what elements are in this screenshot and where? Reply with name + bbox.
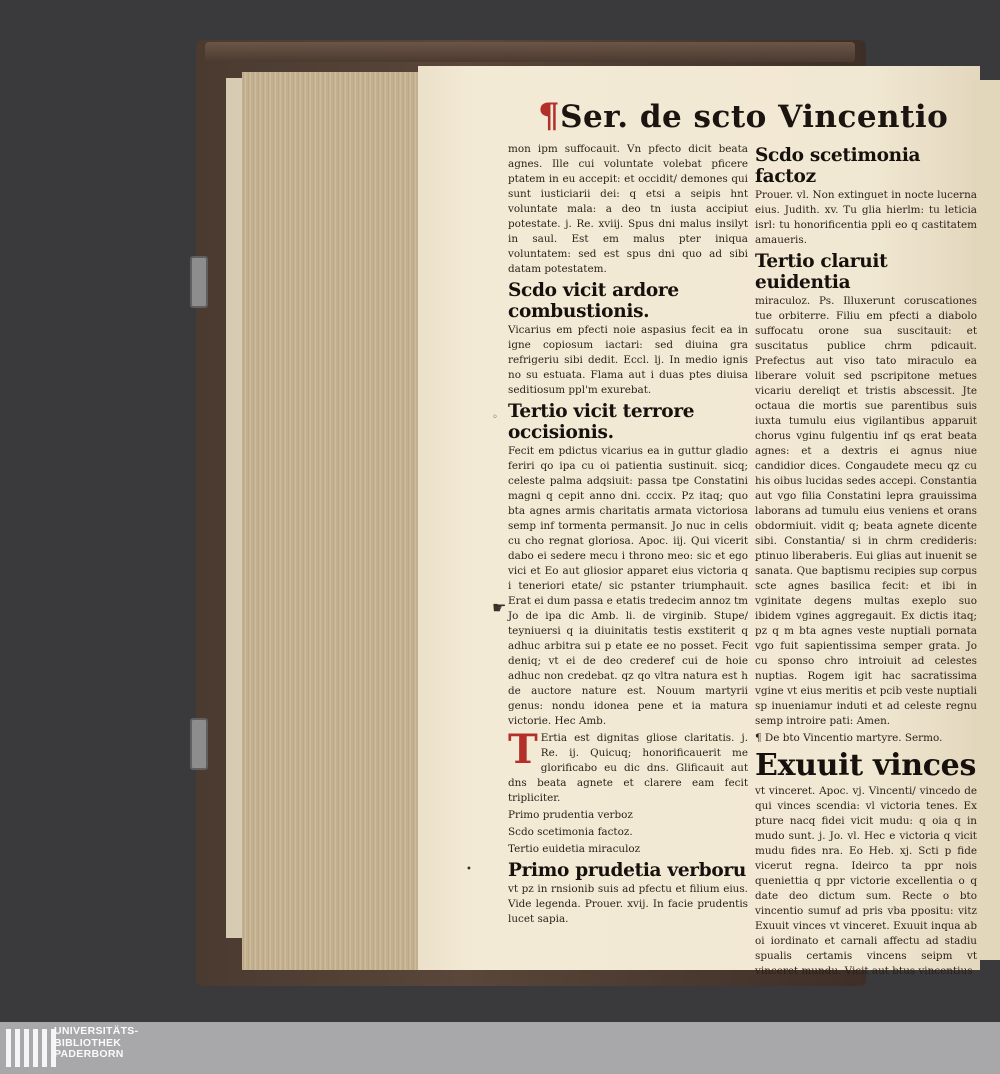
cover-top-edge: [205, 42, 855, 62]
section-heading: Exuuit vinces: [755, 748, 977, 783]
text-paragraph: ¶ De bto Vincentio martyre. Sermo.: [755, 732, 943, 744]
left-text-column: [508, 142, 748, 929]
manicule-mark: ☛: [492, 598, 507, 617]
pilcrow-mark: ¶: [538, 96, 561, 136]
text-paragraph: Prouer. vl. Non extinguet in nocte lucerna eius. Judith. xv. Tu glia hierlm: tu leticia isrl: tu honorificentia ppli eo q castitatem amaueris.: [755, 189, 977, 246]
running-head: [538, 96, 948, 136]
margin-dot: ◦: [492, 412, 498, 423]
library-logo-icon: [6, 1029, 56, 1067]
section-heading: Scdo scetimonia factoz: [755, 145, 921, 187]
section-heading: Tertio claruit euidentia: [755, 251, 888, 293]
text-paragraph: vt pz in rnsionib suis ad pfectu et filium eius. Vide legenda. Prouer. xvij. In facie prudentis lucet sapia.: [508, 883, 748, 925]
text-paragraph: miraculoz. Ps. Illuxerunt coruscationes tue orbiterre. Filiu em pfecti a diabolo suffocatu orone sua suscitauit: et suscitatus publice chrm pdicauit. Prefectus aut viso tato miraculo ea liberare voluit sed pscripitone metues vicariu dereliqt et tristis abscessit. Jte octaua die mortis sue parentibus suis iuxta tumulu eius vigilantibus apparuit chorus vginu fulgentiu inf qs erat beata agnes: et a dextris ei agnus niue candidior dices. Congaudete mecu qz cu his oibus lucidas sedes accepi. Constantia aut vgo filia Constatini lepra grauissima laborans ad tumulu eius veniens et orans obdormiuit. vidit q; beata agnete dicente sibi. Constantia/ si in chrm credideris: ptinuo liberaberis. Eui glias aut inuenit se sanata. Que baptismu recipies sup corpus scte agnes basilica fecit: et ibi in vginitate degens multas exeplo suo ibidem vgines aggregauit. Ex dictis itaq; pz q m bta agnes veste nuptiali pornata vgo fuit sapientissima semper grata. Jo cu sponso chro introiuit ad celestes nuptias. Rogem igit hac sacratissima vgine vt eius meritis et pcib veste nuptiali sp inueniamur induti et ad celeste regnu semp introire pati: Amen.: [755, 295, 977, 727]
paragraph-text: Ertia est dignitas gliose claritatis. j. Re. ij. Quicuq; honorificauerit me glorificabo eu dic dns. Glificauit aut dns beata agnete et clarere eam fecit tripliciter.: [508, 732, 748, 804]
text-paragraph: Primo prudentia verboz: [508, 809, 633, 821]
library-name-line: PADERBORN: [54, 1048, 124, 1060]
margin-dot: •: [466, 864, 472, 875]
library-name-line: BIBLIOTHEK: [54, 1036, 122, 1049]
section-heading: Scdo vicit ardore combustionis.: [508, 280, 679, 322]
section-heading: Primo prudetia verboru: [508, 860, 747, 881]
right-text-column: [755, 142, 977, 981]
text-paragraph: Tertio euidetia miraculoz: [508, 843, 641, 855]
text-paragraph: Fecit em pdictus vicarius ea in guttur gladio feriri qo ipa cu oi patientia sustinuit. sicq; celeste palma adqsiuit: passa tpe Constatini magni q cepit anno dni. cccix. Pz itaq; quo bta agnes armis charitatis armata victoriosa semp inf tormenta permansit. Jo nuc in celis cu cho regnat gloriosa. Apoc. iij. Qui vicerit dabo ei sedere mecu i throno meo: sic et ego vici et Eo aut gliosior apparet eius victoria q i teneriori etate/ sic pstanter triumphauit. Erat ei dum passa e etatis tredecim annoz tm Jo de ipa dic Amb. li. de virginib. Stupe/ teyniuersi q ia diuinitatis testis exstiterit q adhuc arbitra sui p etate ee no posset. Fecit deniq; vt ei de deo crederef cui de hoie adhuc non credebat. qz qo vltra natura est h de auctore nature est. Nouum martyrii genus: nondu idonea pene et ia matura victorie. Hec Amb.: [508, 445, 748, 727]
library-name: [54, 1026, 138, 1061]
library-footer: [0, 1022, 1000, 1074]
text-paragraph: [508, 726, 748, 806]
page-block-edge: [242, 72, 422, 970]
text-paragraph: Scdo scetimonia factoz.: [508, 826, 633, 838]
section-heading: Tertio vicit terrore occisionis.: [508, 401, 695, 443]
clasp-upper: [190, 256, 208, 308]
text-paragraph: mon ipm suffocauit. Vn pfecto dicit beata agnes. Ille cui voluntate volebat pficere ptatem in eu accepit: et occidit/ demones qui sunt iusticiarii dei: q etsi a seipis hnt voluntate mala: a deo tn iusta accipiut potestate. j. Re. xviij. Spus dni malus insilyt in saul. Est em malus pter iniqua voluntatem: sed est spus dni quo ad sibi datam potestatem.: [508, 143, 748, 275]
clasp-lower: [190, 718, 208, 770]
text-paragraph: vt vinceret. Apoc. vj. Vincenti/ vincedo de qui vinces scendia: vl victoria tenes. Ex pture nacq fidei vicit mudu: q oia q in mudo sunt. j. Jo. vl. Hec e victoria q vicit mudu fides nra. Eo Heb. xj. Scti p fide vicerut regna. Ideirco ta ppr nois queniettia q ppr victorie excellentia o q date deo dictum sum. Recte o bto vincentio sumuf ad pris vba ppositu: vitz Exuuit vinces vt vinceret. Exuuit inqua ab oi iordinato et carnali affectu ad stadiu spualis certamis vincens seipm vt vinceret mundu. Vicit aut btus vincentius: [755, 785, 977, 977]
running-head-text: Ser. de scto Vincentio: [560, 99, 949, 135]
rubricated-initial: T: [508, 726, 538, 773]
library-name-line: UNIVERSITÄTS-: [54, 1025, 139, 1037]
text-paragraph: Vicarius em pfecti noie aspasius fecit ea in igne copiosum iactari: sed diuina gra refrigeriu sibi dedit. Eccl. lj. In medio ignis no su estuata. Flama aut i duas ptes diuisa seditiosum ppl'm exurebat.: [508, 324, 748, 396]
